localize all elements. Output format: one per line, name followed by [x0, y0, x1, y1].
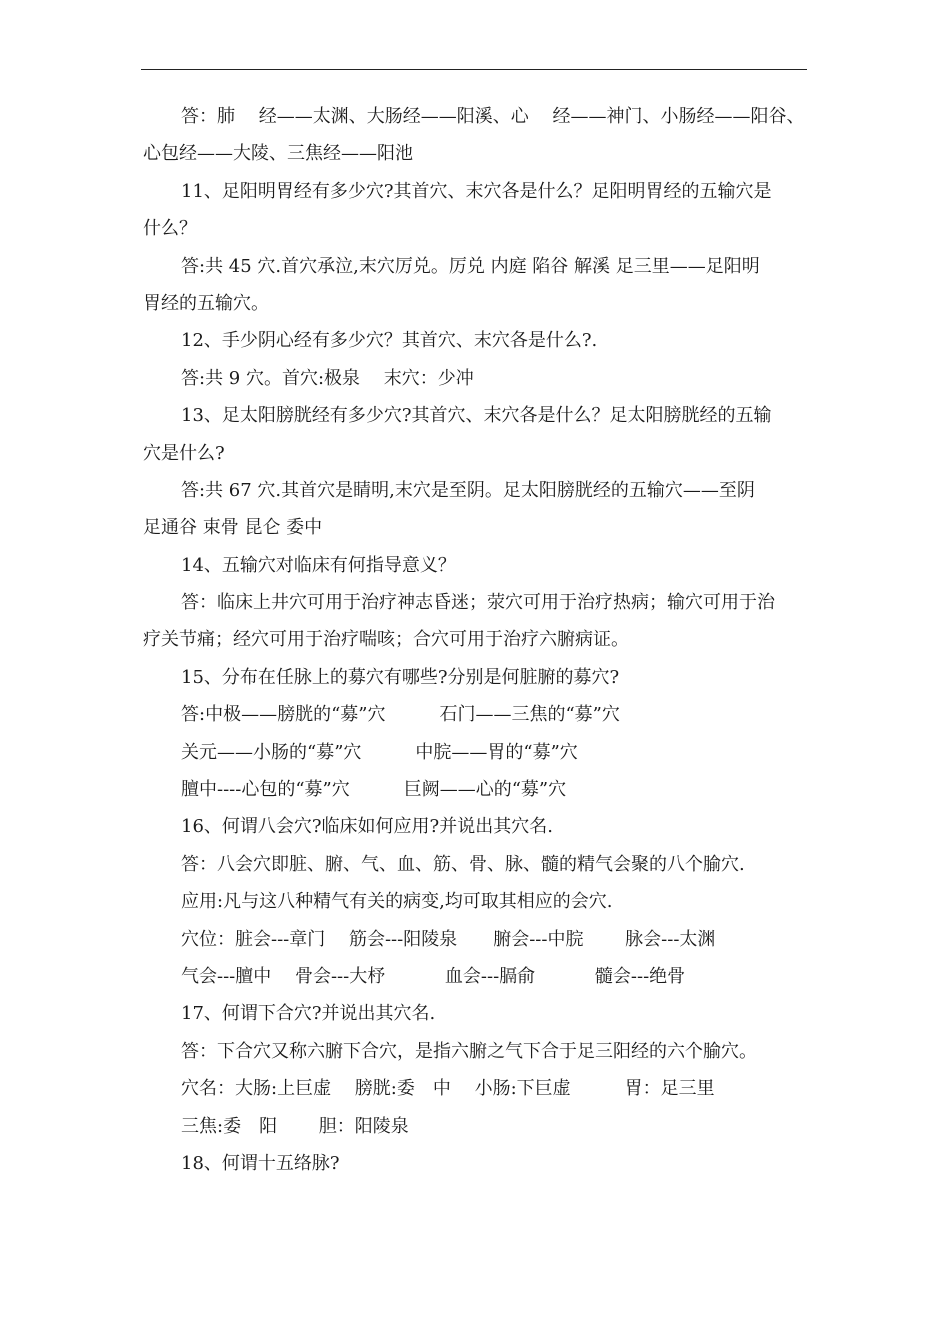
text-line: 答:共 45 穴.首穴承泣,末穴厉兑。厉兑 内庭 陷谷 解溪 足三里——足阳明 — [181, 255, 760, 277]
text-line: 足通谷 束骨 昆仑 委中 — [143, 517, 323, 539]
text-line: 疗关节痛；经穴可用于治疗喘咳；合穴可用于治疗六腑病证。 — [143, 629, 629, 651]
text-line: 关元——小肠的“募”穴 中脘——胃的“募”穴 — [181, 741, 578, 763]
text-line: 17、何谓下合穴?并说出其穴名. — [181, 1003, 436, 1025]
text-line: 穴名：大肠:上巨虚 膀胱:委 中 小肠:下巨虚 胃：足三里 — [181, 1078, 715, 1100]
text-line: 应用:凡与这八种精气有关的病变,均可取其相应的会穴. — [181, 891, 613, 913]
header-rule — [141, 69, 807, 70]
text-line: 答:共 67 穴.其首穴是睛明,末穴是至阴。足太阳膀胱经的五输穴——至阴 — [181, 479, 755, 501]
text-line: 心包经——大陵、三焦经——阳池 — [143, 143, 413, 165]
document-body — [143, 98, 807, 1182]
text-line: 16、何谓八会穴?临床如何应用?并说出其穴名. — [181, 816, 553, 838]
text-line: 答：临床上井穴可用于治疗神志昏迷；荥穴可用于治疗热病；输穴可用于治 — [181, 592, 775, 614]
text-line: 答：肺 经——太渊、大肠经——阳溪、心 经——神门、小肠经——阳谷、 — [181, 106, 805, 127]
text-line: 13、足太阳膀胱经有多少穴?其首穴、末穴各是什么？足太阳膀胱经的五输 — [181, 405, 772, 427]
text-line: 胃经的五输穴。 — [143, 292, 269, 314]
text-line: 15、分布在任脉上的募穴有哪些?分别是何脏腑的募穴? — [181, 666, 620, 688]
text-line: 穴位：脏会---章门 筋会---阳陵泉 腑会---中脘 脉会---太渊 — [181, 928, 716, 950]
text-line: 答：下合穴又称六腑下合穴，是指六腑之气下合于足三阳经的六个腧穴。 — [181, 1040, 757, 1062]
text-line: 什么？ — [143, 218, 197, 240]
text-line: 18、何谓十五络脉? — [181, 1152, 340, 1174]
text-line: 答：八会穴即脏、腑、气、血、筋、骨、脉、髓的精气会聚的八个腧穴. — [181, 853, 745, 875]
text-line: 气会---膻中 骨会---大杼 血会---膈俞 髓会---绝骨 — [181, 965, 686, 987]
text-line: 答:中极——膀胱的“募”穴 石门——三焦的“募”穴 — [181, 704, 620, 726]
text-line: 12、手少阴心经有多少穴？其首穴、末穴各是什么?. — [181, 330, 598, 352]
text-line: 14、五输穴对临床有何指导意义？ — [181, 554, 456, 576]
text-line: 11、足阳明胃经有多少穴?其首穴、末穴各是什么？足阳明胃经的五输穴是 — [181, 180, 772, 202]
text-line: 三焦:委 阳 胆：阳陵泉 — [181, 1115, 409, 1137]
text-line: 穴是什么? — [143, 442, 225, 464]
text-line: 答:共 9 穴。首穴:极泉 末穴：少冲 — [181, 367, 474, 389]
text-line: 膻中----心包的“募”穴 巨阙——心的“募”穴 — [181, 779, 567, 801]
